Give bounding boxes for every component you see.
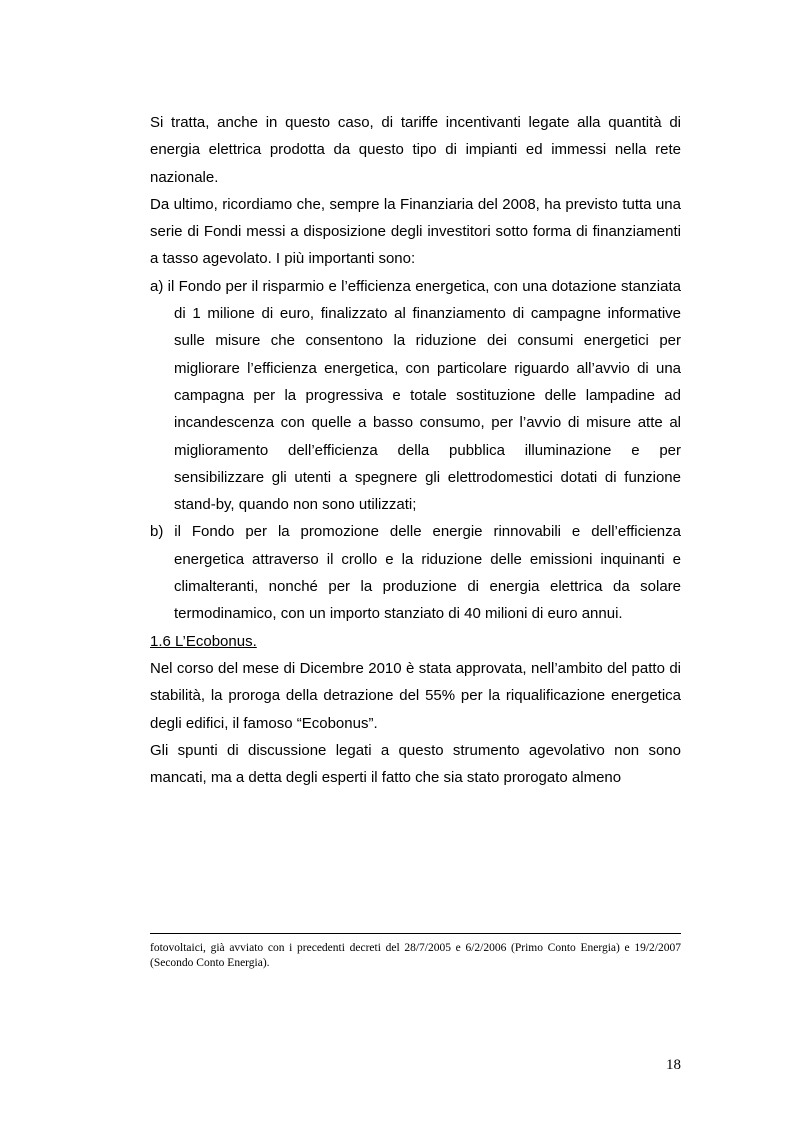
paragraph-discussione: Gli spunti di discussione legati a questo strumento agevolativo non sono mancati, ma a detta degli esperti il fatto che sia stato prorogato almeno (150, 741, 681, 787)
footnote-separator (150, 933, 681, 934)
paragraph-ecobonus: Nel corso del mese di Dicembre 2010 è stata approvata, nell’ambito del patto di stabilità, la proroga della detrazione del 55% per la riqualificazione energetica degli edifici, il famoso “Ecobonus”. (150, 659, 681, 732)
list-item-b: b) il Fondo per la promozione delle energie rinnovabili e dell’efficienza energetica attraverso il crollo e la riduzione delle emissioni inquinanti e climalteranti, nonché per la produzione di energia elettrica da solare termodinamico, con un importo stanziato di 40 milioni di euro annui. (150, 523, 681, 623)
page-number: 18 (666, 1057, 681, 1073)
paragraph-tariffe: Si tratta, anche in questo caso, di tariffe incentivanti legate alla quantità di energia elettrica prodotta da questo tipo di impianti ed immessi nella rete nazionale. (150, 114, 681, 186)
footnote: fotovoltaici, già avviato con i precedenti decreti del 28/7/2005 e 6/2/2006 (Primo Conto Energia) e 19/2/2007 (Secondo Conto Energia). (150, 942, 681, 969)
list-item-a: a) il Fondo per il risparmio e l’efficienza energetica, con una dotazione stanziata di 1 milione di euro, finalizzato al finanziamento di campagne informative sulle misure che consentono la riduzione dei consumi energetici per migliorare l’efficienza energetica, con particolare riguardo all’avvio di una campagna per la progressiva e totale sostituzione delle lampadine ad incandescenza con quelle a basso consumo, per l’avvio di misure atte al miglioramento dell’efficienza della pubblica illuminazione e per sensibilizzare gli utenti a spegnere gli elettrodomestici dotati di funzione stand-by, quando non sono utilizzati; (150, 277, 681, 514)
section-heading: 1.6 L’Ecobonus. (150, 632, 257, 650)
paragraph-fondi: Da ultimo, ricordiamo che, sempre la Finanziaria del 2008, ha previsto tutta una serie di Fondi messi a disposizione degli investitori sotto forma di finanziamenti a tasso agevolato. I più importanti sono: (150, 195, 681, 268)
body-text (150, 109, 681, 791)
